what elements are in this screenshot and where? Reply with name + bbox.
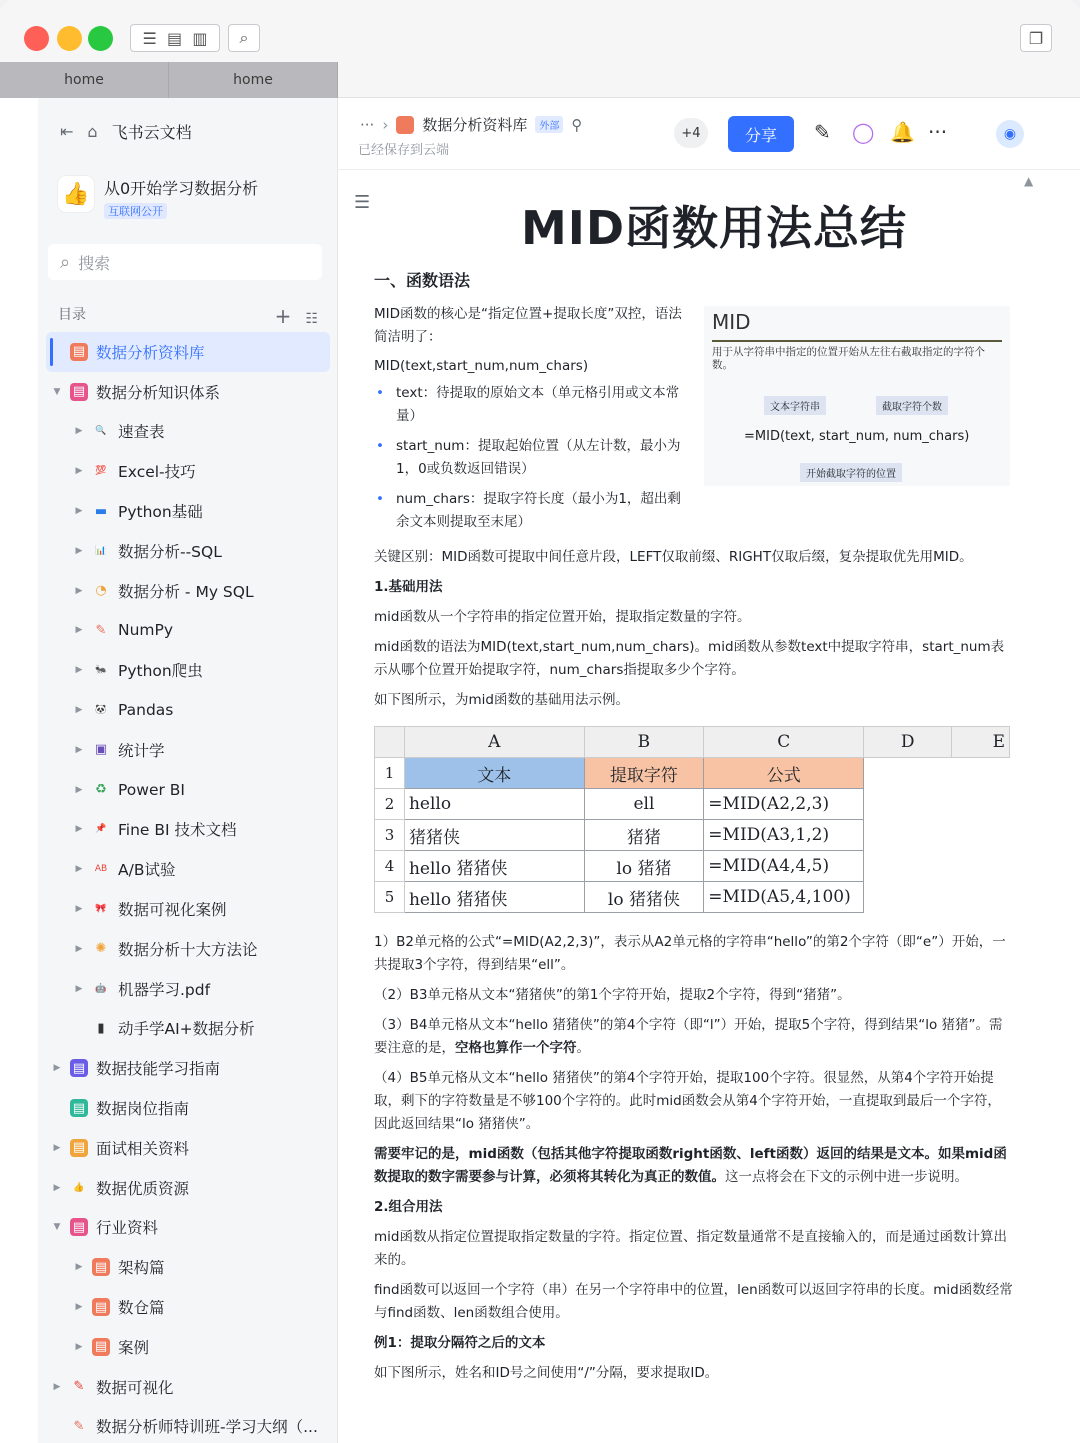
doc-icon: ▤ [70, 383, 88, 401]
section-heading-syntax: 一、函数语法 [374, 271, 471, 290]
sidebar-item[interactable] [46, 1208, 330, 1248]
space-header[interactable] [58, 176, 258, 219]
doc-name[interactable]: 数据分析资料库 [422, 116, 528, 134]
sidebar-item-label: 数据分析师特训班-学习大纲（... [96, 1418, 318, 1437]
sidebar-item[interactable] [46, 1168, 330, 1208]
doc-icon: 🐼 [95, 705, 107, 716]
doc-icon: ▤ [92, 1338, 110, 1356]
intro-text: MID函数的核心是“指定位置+提取长度”双控，语法简洁明了： [374, 306, 682, 345]
card-formula: =MID(text, start_num, num_chars) [744, 429, 970, 444]
sidebar-item[interactable] [46, 969, 330, 1009]
cell-a: 猪猪侠 [404, 820, 584, 851]
share-button[interactable]: 分享 [728, 116, 794, 152]
sidebar-item-label: A/B试验 [118, 861, 176, 880]
example-4: （4）B5单元格从文本“hello 猪猪侠”的第4个字符开始，提取100个字符。很显然，从第4个字符开始提取，剩下的字符数量是不够100个字符的。此时mid函数会从第4个字符开始，一直提取到最后一个字符，因此返回结果“lo 猪猪侠”。 [374, 1070, 1001, 1132]
document-body [374, 194, 1014, 1385]
sidebar-item[interactable] [46, 770, 330, 810]
sidebar-item[interactable] [46, 611, 330, 651]
chevron-right-icon[interactable]: ▶ [75, 705, 83, 716]
tab-home-2[interactable]: home [169, 62, 338, 98]
doc-icon: ▤ [70, 1099, 88, 1117]
chevron-right-icon[interactable]: ▶ [53, 1063, 61, 1074]
sidebar-item-label: 数据可视化案例 [118, 901, 227, 920]
doc-icon: 🐜 [95, 665, 107, 676]
cell-c: =MID(A2,2,3) [704, 789, 864, 820]
chevron-right-icon[interactable]: ▶ [75, 545, 83, 556]
chevron-right-icon[interactable]: ▶ [75, 1302, 83, 1313]
title-bar [0, 0, 1080, 98]
doc-type-icon [396, 116, 414, 134]
chevron-down-icon[interactable]: ▼ [53, 386, 61, 397]
chevron-right-icon[interactable]: ▶ [75, 585, 83, 596]
sidebar-item[interactable] [46, 650, 330, 690]
chevron-right-icon[interactable]: ▶ [75, 506, 83, 517]
param-text-desc: text：待提取的原始文本（单元格引用或文本常量） [396, 385, 680, 424]
doc-icon: ✎ [73, 1418, 85, 1434]
search-placeholder: 搜索 [78, 253, 111, 273]
col-header: E [952, 727, 1010, 758]
sidebar-item-label: 数据分析知识体系 [96, 383, 221, 402]
sidebar-item-label: 数据可视化 [96, 1378, 174, 1397]
thumbs-up-icon: 👍 [58, 176, 94, 212]
doc-title: MID函数用法总结 [520, 201, 908, 255]
doc-icon: 🤖 [95, 983, 107, 994]
chevron-right-icon[interactable]: ▶ [53, 1142, 61, 1153]
sidebar-item[interactable] [46, 1287, 330, 1327]
combo-para-2: find函数可以返回一个字符（串）在另一个字符串中的位置，len函数可以返回字符串的长度。mid函数经常与find函数、len函数组合使用。 [374, 1282, 1013, 1321]
space-title: 从0开始学习数据分析 [104, 179, 259, 198]
chevron-right-icon[interactable]: ▶ [75, 824, 83, 835]
sidebar-item-label: 数据分析十大方法论 [118, 940, 258, 959]
sidebar-item[interactable] [46, 1048, 330, 1088]
chevron-right-icon[interactable]: ▶ [75, 426, 83, 437]
sidebar-item-label: 机器学习.pdf [118, 980, 211, 999]
col-header: C [704, 727, 864, 758]
sidebar-item[interactable] [46, 1407, 330, 1443]
search-icon[interactable]: ⌕ [228, 24, 260, 52]
sidebar-item[interactable] [46, 849, 330, 889]
syntax-text: MID(text,start_num,num_chars) [374, 358, 589, 374]
doc-icon: ✎ [95, 622, 107, 638]
sidebar-search[interactable] [48, 244, 322, 280]
empty-cell [864, 882, 952, 913]
row-number-cell: 3 [375, 820, 405, 851]
basic-para-3: 如下图所示，为mid函数的基础用法示例。 [374, 692, 629, 708]
card-title: MID [712, 310, 751, 334]
sidebar-item-label: Power BI [118, 780, 185, 799]
chevron-right-icon[interactable]: ▶ [75, 744, 83, 755]
external-badge: 外部 [535, 116, 563, 133]
close-window-button[interactable] [24, 26, 49, 51]
example-1: 1）B2单元格的公式“=MID(A2,2,3)”，表示从A2单元格的字符串“hello”的第2个字符（即“e”）开始，一共提取3个字符，得到结果“ell”。 [374, 934, 1006, 973]
doc-icon: 🔍 [95, 426, 107, 437]
param-start-desc: start_num：提取起始位置（从左计数，最小为1，0或负数返回错误） [396, 438, 681, 477]
sidebar-item-label: 案例 [118, 1338, 150, 1357]
doc-icon: ▮ [97, 1020, 105, 1036]
more-breadcrumb[interactable]: ··· [360, 115, 375, 134]
example-3-text: （3）B4单元格从文本“hello 猪猪侠”的第4个字符（即“l”）开始，提取5个字符，得到结果“lo 猪猪”。需要注意的是， [374, 1017, 1003, 1056]
chevron-right-icon[interactable]: ▶ [75, 864, 83, 875]
col-header: D [864, 727, 952, 758]
sidebar-item[interactable] [46, 571, 330, 611]
sidebar-item-label: Fine BI 技术文档 [118, 821, 237, 840]
text-note-rest: 这一点将会在下文的示例中进一步说明。 [725, 1169, 968, 1185]
list-view-icon[interactable]: ☰ [142, 28, 157, 48]
sidebar-item[interactable] [46, 810, 330, 850]
sidebar-item-label: 动手学AI+数据分析 [118, 1020, 255, 1039]
col-header: A [404, 727, 584, 758]
doc-icon: ✺ [95, 941, 107, 957]
doc-tree [46, 332, 330, 1443]
chevron-right-icon[interactable]: ▶ [75, 904, 83, 915]
doc-icon: 👍 [73, 1182, 85, 1193]
doc-icon: ▤ [70, 1218, 88, 1236]
sidebar-top [60, 120, 192, 143]
minimize-window-button[interactable] [57, 26, 82, 51]
text-note-bold: 需要牢记的是，mid函数（包括其他字符提取函数right函数、left函数）返回的结果是文本。如果mid函数提取的数字需要参与计算，必须将其转化为真正的数值。 [374, 1146, 1007, 1185]
chevron-right-icon[interactable]: ▶ [75, 983, 83, 994]
sidebar-item[interactable] [46, 1009, 330, 1049]
example-3-end: 。 [576, 1040, 590, 1056]
save-status: 已经保存到云端 [358, 143, 450, 158]
example-3 [374, 1014, 1014, 1060]
sidebar-item-label: 数据分析 - My SQL [118, 582, 254, 601]
sidebar-item[interactable] [46, 372, 330, 412]
sidebar-item[interactable] [46, 929, 330, 969]
empty-cell [864, 851, 952, 882]
sidebar-item-label: 行业资料 [96, 1219, 159, 1238]
home-icon[interactable]: ⌂ [87, 122, 98, 141]
sidebar-item[interactable] [46, 1247, 330, 1287]
cell-a: 文本 [404, 758, 584, 789]
doc-icon: ✎ [73, 1379, 85, 1395]
param-start: • start_num：提取起始位置（从左计数，最小为1，0或负数返回错误） [376, 438, 681, 477]
sheet-row [375, 758, 1010, 789]
sidebar-item-label: 面试相关资料 [96, 1139, 190, 1158]
chevron-right-icon[interactable]: ▶ [75, 943, 83, 954]
cell-c: =MID(A4,4,5) [704, 851, 864, 882]
cell-a: hello 猪猪侠 [404, 882, 584, 913]
sidebar-item-label: Pandas [118, 701, 174, 720]
doc-icon: ▤ [70, 1139, 88, 1157]
doc-icon: ♻ [95, 782, 107, 798]
cell-b: 提取字符 [584, 758, 704, 789]
tab-home-1[interactable]: home [0, 62, 169, 98]
row-number-cell: 1 [375, 758, 405, 789]
search-icon: ⌕ [60, 251, 71, 273]
basic-para-1: mid函数从一个字符串的指定位置开始，提取指定数量的字符。 [374, 609, 751, 625]
sidebar-item[interactable] [46, 1088, 330, 1128]
doc-icon: 📌 [95, 824, 107, 835]
chevron-right-icon[interactable]: ▶ [75, 1341, 83, 1352]
cell-c: =MID(A3,1,2) [704, 820, 864, 851]
empty-cell [864, 758, 952, 789]
key-difference: 关键区别：MID函数可提取中间任意片段，LEFT仅取前缀、RIGHT仅取后缀，复杂提取优先用MID。 [374, 549, 973, 565]
sidebar-item-label: Excel-技巧 [118, 463, 196, 482]
example-spreadsheet [374, 726, 1010, 913]
ai-assistant-icon[interactable]: ◯ [852, 120, 875, 144]
sidebar-item-label: 数据优质资源 [96, 1179, 190, 1198]
chevron-right-icon[interactable]: ▶ [75, 1262, 83, 1273]
doc-icon: AB [94, 864, 108, 875]
empty-cell [952, 758, 1010, 789]
heading-basic-usage: 1.基础用法 [374, 579, 443, 595]
cell-b: lo 猪猪 [584, 851, 704, 882]
row-number-cell: 5 [375, 882, 405, 913]
empty-cell [864, 820, 952, 851]
param-text: • text：待提取的原始文本（单元格引用或文本常量） [376, 385, 680, 424]
empty-cell [952, 820, 1010, 851]
cell-a: hello [404, 789, 584, 820]
row-number-cell: 4 [375, 851, 405, 882]
doc-icon: ▤ [70, 1059, 88, 1077]
example-2: （2）B3单元格从文本“猪猪侠”的第1个字符开始，提取2个字符，得到“猪猪”。 [374, 987, 851, 1003]
doc-icon: ◔ [95, 583, 107, 599]
sidebar-item-label: NumPy [118, 621, 174, 640]
doc-icon: ▣ [94, 742, 108, 758]
mid-syntax-card [704, 306, 1010, 486]
row-number-cell: 2 [375, 789, 405, 820]
breadcrumb [360, 114, 582, 135]
param-list [374, 382, 684, 534]
examples-explained [374, 931, 1014, 1385]
column-header-row [375, 727, 1010, 758]
scroll-up-icon[interactable]: ▲ [1024, 174, 1034, 188]
edit-icon[interactable]: ✎ [814, 120, 831, 144]
sheet-row [375, 820, 1010, 851]
collapse-sidebar-icon[interactable]: ⇤ [60, 122, 74, 141]
combo-para-1: mid函数从指定位置提取指定数量的字符。指定位置、指定数量通常不是直接输入的，而是通过函数计算出来的。 [374, 1229, 1007, 1268]
sidebar-item[interactable] [46, 1367, 330, 1407]
doc-icon: ▤ [92, 1298, 110, 1316]
chevron-right-icon[interactable]: ▶ [53, 1381, 61, 1392]
col-header: B [584, 727, 704, 758]
param-num-desc: num_chars：提取字符长度（最小为1，超出剩余文本则提取至末尾） [396, 491, 681, 530]
card-label-text: 文本字符串 [764, 396, 826, 415]
doc-icon: ▤ [92, 1258, 110, 1276]
text-note [374, 1143, 1014, 1189]
sidebar-item[interactable] [46, 1327, 330, 1367]
syntax-block [374, 303, 684, 534]
add-icon[interactable]: + [274, 304, 292, 328]
window-copy-icon[interactable]: ❐ [1020, 24, 1052, 52]
tab-bar [0, 62, 338, 98]
card-label-start: 开始截取字符的位置 [800, 463, 902, 482]
sidebar-item-label: 数据技能学习指南 [96, 1060, 221, 1079]
sidebar-item-label: 数仓篇 [118, 1299, 165, 1318]
sidebar-item[interactable] [46, 1128, 330, 1168]
cell-b: lo 猪猪侠 [584, 882, 704, 913]
chevron-right-icon[interactable]: ▶ [53, 1182, 61, 1193]
sidebar-item[interactable] [46, 690, 330, 730]
toc-header [58, 304, 318, 328]
sidebar-item[interactable] [46, 889, 330, 929]
outline-icon[interactable]: ☷ [305, 311, 318, 327]
public-badge: 互联网公开 [104, 203, 167, 219]
toc-label: 目录 [58, 307, 86, 323]
empty-cell [952, 789, 1010, 820]
basic-para-2: mid函数的语法为MID(text,start_num,num_chars)。mid函数从参数text中提取字符串，start_num表示从哪个位置开始提取字符，num_chars指提取多少个字符。 [374, 639, 1005, 678]
chevron-right-icon[interactable]: ▶ [75, 665, 83, 676]
doc-icon: 📊 [95, 545, 107, 556]
doc-icon: 💯 [95, 466, 107, 477]
sidebar-item-label: 数据岗位指南 [96, 1100, 190, 1119]
cell-b: ell [584, 789, 704, 820]
sidebar-item[interactable] [46, 451, 330, 491]
chevron-right-icon: › [382, 115, 389, 134]
sidebar-item[interactable] [46, 412, 330, 452]
sidebar-item-label: Python爬虫 [118, 662, 203, 681]
sidebar-item[interactable] [46, 730, 330, 770]
home-link[interactable]: 飞书云文档 [111, 123, 192, 142]
sheet-row [375, 882, 1010, 913]
corner-cell [375, 727, 405, 758]
heading-example-1: 例1：提取分隔符之后的文本 [374, 1335, 546, 1351]
sidebar-item[interactable] [46, 531, 330, 571]
detail-view-icon[interactable]: ▤ [167, 28, 183, 48]
cell-b: 猪猪 [584, 820, 704, 851]
sidebar-item-label: Python基础 [118, 503, 203, 522]
sidebar-item-label: 数据分析--SQL [118, 542, 222, 561]
doc-icon: ▤ [70, 343, 88, 361]
main-panel [338, 98, 1080, 1443]
collaborators-count[interactable]: +4 [674, 118, 708, 148]
cell-c: 公式 [704, 758, 864, 789]
outline-toggle-icon[interactable]: ☰ [354, 192, 371, 213]
example-1-para: 如下图所示，姓名和ID号之间使用“/”分隔，要求提取ID。 [374, 1365, 719, 1381]
sidebar-item[interactable] [46, 491, 330, 531]
doc-header [338, 98, 1080, 170]
example-3-emphasis: 空格也算作一个字符 [455, 1040, 577, 1056]
cell-c: =MID(A5,4,100) [704, 882, 864, 913]
map-view-icon[interactable]: ▥ [192, 28, 208, 48]
sidebar-item[interactable] [46, 332, 330, 372]
empty-cell [952, 882, 1010, 913]
sidebar-item-label: 统计学 [118, 741, 165, 760]
sidebar-item-label: 架构篇 [118, 1259, 165, 1278]
bell-icon[interactable]: 🔔 [890, 120, 915, 144]
pin-icon[interactable]: ⚲ [571, 115, 583, 134]
sidebar-item-label: 速查表 [118, 423, 165, 442]
doc-icon: ▬ [94, 503, 108, 519]
chevron-right-icon[interactable]: ▶ [75, 466, 83, 477]
doc-icon: 🎀 [95, 904, 107, 915]
more-icon[interactable]: ··· [928, 120, 948, 144]
card-label-count: 截取字符个数 [876, 396, 948, 415]
chevron-down-icon[interactable]: ▼ [53, 1222, 61, 1233]
chevron-right-icon[interactable]: ▶ [75, 625, 83, 636]
param-num: • num_chars：提取字符长度（最小为1，超出剩余文本则提取至末尾） [376, 491, 681, 530]
heading-combo-usage: 2.组合用法 [374, 1199, 443, 1215]
sidebar-item-label: 数据分析资料库 [96, 343, 205, 362]
sidebar [38, 98, 338, 1443]
empty-cell [864, 789, 952, 820]
chevron-right-icon[interactable]: ▶ [75, 784, 83, 795]
cell-a: hello 猪猪侠 [404, 851, 584, 882]
card-desc: 用于从字符串中指定的位置开始从左往右截取指定的字符个数。 [712, 346, 985, 371]
avatar[interactable]: ◉ [996, 120, 1024, 148]
sheet-row [375, 851, 1010, 882]
maximize-window-button[interactable] [88, 26, 113, 51]
view-toggle-group[interactable] [130, 24, 220, 52]
sheet-row [375, 789, 1010, 820]
empty-cell [952, 851, 1010, 882]
